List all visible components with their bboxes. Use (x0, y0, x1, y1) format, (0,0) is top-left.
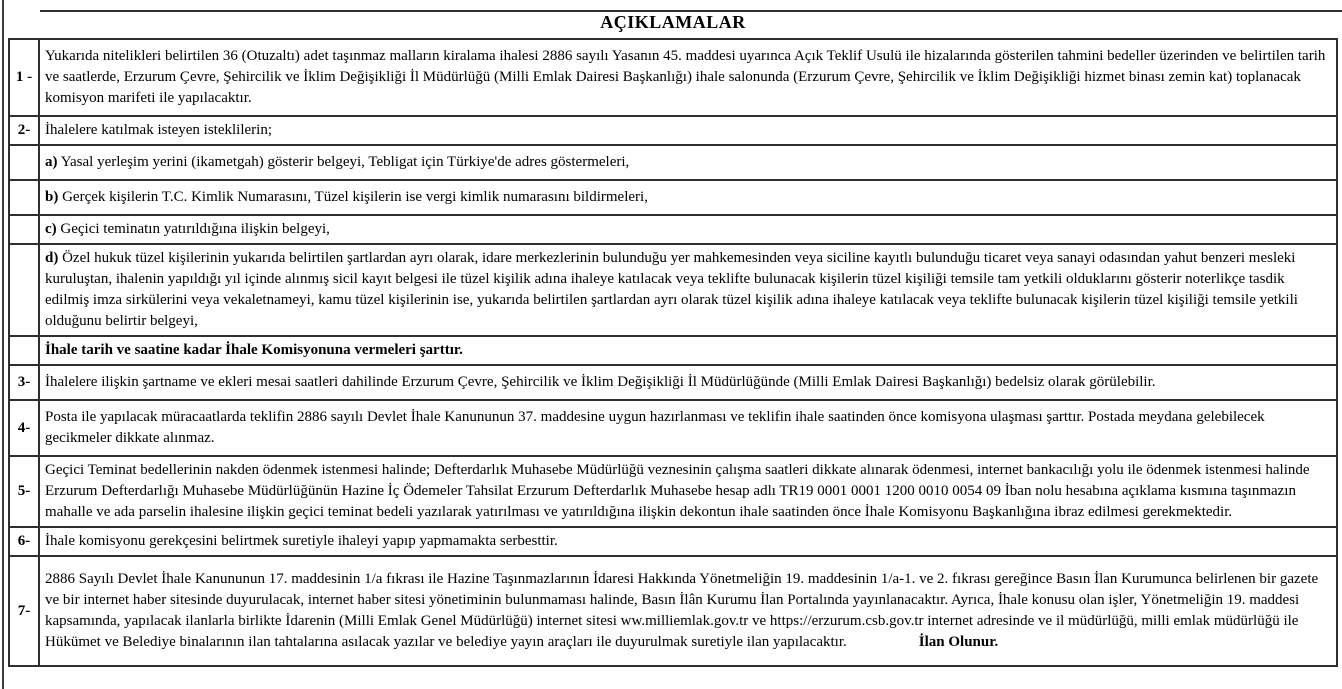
row-text (39, 336, 1337, 365)
row-letter-prefix: d) (45, 250, 59, 266)
table-row (9, 527, 1337, 556)
row-text-body: Özel hukuk tüzel kişilerinin yukarıda belirtilen şartlardan ayrı olarak, idare merkezlerinin bulunduğu yer mahkemesinden veya siciline kayıtlı bulunduğu ticaret veya sanayi odasından yahut benzeri mesleki kuruluştan, ihalenin yapıldığı yıl içinde alınmış sicil kayıt belgesi ile tüzel kişilik adına ihaleye katılacak veya teklifte bulunacak kişilerin tüzel kişiliği temsile tam yetkili olduklarını gösterir noterlikçe tasdik edilmiş imza sirkülerini veya vekaletnameyi, kamu tüzel kişilerinin ise, yukarıda belirtilen şartlardan ayrı olarak tüzel kişilik adına ihaleye katılacak veya teklifte bulunacak kişilerin tüzel kişiliği temsile yetkili olduğunu belirtir belgeyi, (45, 250, 1298, 329)
row-number: 5- (9, 456, 39, 527)
row-text (39, 145, 1337, 180)
row-text-body: Yasal yerleşim yerini (ikametgah) gösterir belgeyi, Tebligat için Türkiye'de adres göstermeleri, (57, 154, 630, 170)
row-text (39, 527, 1337, 556)
row-number: 3- (9, 365, 39, 400)
row-text-body: İhalelere katılmak isteyen isteklilerin; (45, 122, 272, 138)
table-row (9, 456, 1337, 527)
row-text-body: İhalelere ilişkin şartname ve ekleri mesai saatleri dahilinde Erzurum Çevre, Şehircilik ve İklim Değişikliği İl Müdürlüğünde (Milli Emlak Dairesi Başkanlığı) bedelsiz olarak görülebilir. (45, 374, 1156, 390)
table-row (9, 180, 1337, 215)
row-letter-prefix: c) (45, 221, 57, 237)
table-row (9, 556, 1337, 666)
row-text-body: Geçici Teminat bedellerinin nakden ödenmek istenmesi halinde; Defterdarlık Muhasebe Müdürlüğü veznesinin çalışma saatleri dikkate alınarak ödenmesi, internet bankacılığı yolu ile ödenmek istenmesi halinde Erzurum Defterdarlığı Muhasebe Müdürlüğünün Hazine İç Ödemeler Tahsilat Erzurum Defterdarlık Muhasebe hesap adlı TR19 0001 0001 1200 0010 0054 09 İban nolu hesabına açıklama kısmına taşınmazın mahalle ve ada parselin ihalesine ilişkin geçici teminat bedeli yazılarak yatırılması ve yatırıldığına ilişkin dekontun ihale saatinden önce İhale Komisyonu Başkanlığına ibraz edilmesi gerekmektedir. (45, 462, 1310, 520)
table-row (9, 215, 1337, 244)
page-edge-line (2, 0, 4, 689)
page-title: AÇIKLAMALAR (600, 12, 746, 32)
row-text (39, 456, 1337, 527)
row-text-body: Gerçek kişilerin T.C. Kimlik Numarasını, Tüzel kişilerin ise vergi kimlik numarasını bildirmeleri, (58, 189, 648, 205)
row-text (39, 365, 1337, 400)
row-text-body: Yukarıda nitelikleri belirtilen 36 (Otuzaltı) adet taşınmaz malların kiralama ihalesi 2886 sayılı Yasanın 45. maddesi uyarınca Açık Teklif Usulü ile hizalarında gösterilen tahmini bedeller üzerinden ve belirtilen tarih ve saatlerde, Erzurum Çevre, Şehircilik ve İklim Değişikliği İl Müdürlüğü (Milli Emlak Dairesi Başkanlığı) ihale salonunda (Erzurum Çevre, Şehircilik ve İklim Değişikliği hizmet binası zemin kat) toplanacak komisyon marifeti ile yapılacaktır. (45, 48, 1326, 106)
ilan-olunur-closing: İlan Olunur. (918, 634, 999, 650)
row-text (39, 180, 1337, 215)
row-number (9, 215, 39, 244)
row-text (39, 400, 1337, 456)
table-row (9, 400, 1337, 456)
table-row (9, 244, 1337, 336)
row-number (9, 180, 39, 215)
row-number: 6- (9, 527, 39, 556)
row-number: 4- (9, 400, 39, 456)
row-text (39, 244, 1337, 336)
row-text-body: Posta ile yapılacak müracaatlarda teklifin 2886 sayılı Devlet İhale Kanununun 37. maddesine uygun hazırlanması ve teklifin ihale saatinden önce komisyona ulaşması şarttır. Postada meydana gelebilecek gecikmeler dikkate alınmaz. (45, 409, 1265, 446)
row-text-body: Geçici teminatın yatırıldığına ilişkin belgeyi, (56, 221, 330, 237)
table-row (9, 145, 1337, 180)
row-number: 1 - (9, 39, 39, 116)
row-letter-prefix: a) (45, 154, 58, 170)
row-number: 7- (9, 556, 39, 666)
row-number (9, 145, 39, 180)
row-text-body: 2886 Sayılı Devlet İhale Kanununun 17. maddesinin 1/a fıkrası ile Hazine Taşınmazlarının İdaresi Hakkında Yönetmeliğin 19. maddesinin 1/a-1. ve 2. fıkrası gereğince Basın İlan Kurumunca belirlenen bir gazete ve bir internet haber sitesinde duyurulacak, internet haber sitesi yönetiminin bulunmaması halinde, Basın İlân Kurumu İlan Portalında yayınlanacaktır. Ayrıca, İhale konusu olan işler, Yönetmeliğin 19. maddesi kapsamında, yapılacak ilanlarla birlikte İdarenin (Milli Emlak Genel Müdürlüğü) internet sitesi ww.milliemlak.gov.tr ve https://erzurum.csb.gov.tr internet adresinde ve il müdürlüğü, milli emlak müdürlüğü ile Hükümet ve Belediye binalarının ilan tahtalarına asılacak yazılar ve belediye yayın araçları ile duyurulmak suretiyle ilan yapılacaktır. (45, 571, 1319, 650)
table-row (9, 336, 1337, 365)
row-text-body: İhale tarih ve saatine kadar İhale Komisyonuna vermeleri şarttır. (45, 342, 463, 358)
row-text (39, 215, 1337, 244)
table-row (9, 39, 1337, 116)
announcements-table (8, 38, 1338, 667)
row-text (39, 39, 1337, 116)
row-text (39, 116, 1337, 145)
row-letter-prefix: b) (45, 189, 59, 205)
table-row (9, 116, 1337, 145)
table-row (9, 365, 1337, 400)
row-text (39, 556, 1337, 666)
row-text-body: İhale komisyonu gerekçesini belirtmek suretiyle ihaleyi yapıp yapmamakta serbesttir. (45, 533, 558, 549)
row-number (9, 244, 39, 336)
row-number: 2- (9, 116, 39, 145)
row-number (9, 336, 39, 365)
